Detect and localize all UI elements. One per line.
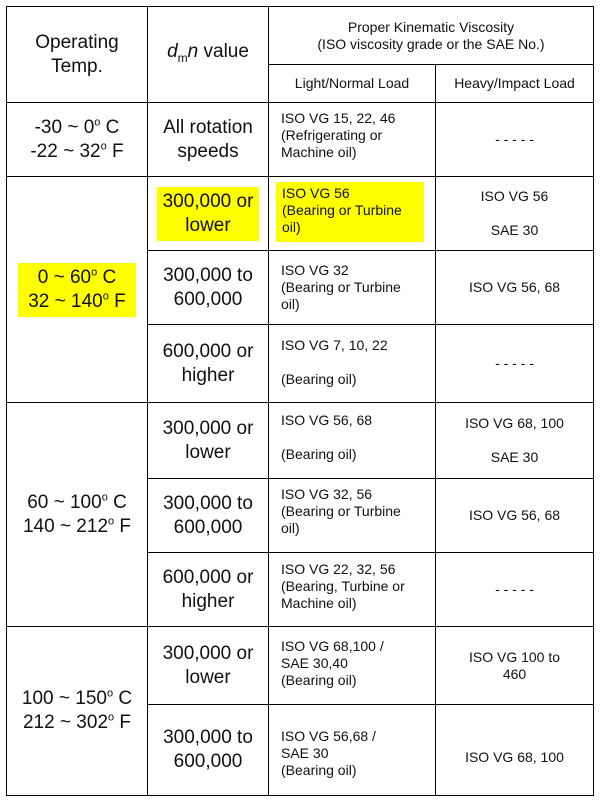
header-heavy-load bbox=[436, 65, 593, 102]
temp-fahrenheit: 212 ~ 302$^o$ F bbox=[22, 711, 132, 733]
light-load-cell: ISO VG 32, 56 (Bearing or Turbine oil) bbox=[281, 486, 401, 536]
dmn-n: n bbox=[187, 40, 199, 62]
heavy-load-cell: - - - - - bbox=[495, 131, 534, 147]
dmn-subscript: m bbox=[177, 50, 188, 65]
header-viscosity-line1: Proper Kinematic Viscosity bbox=[347, 18, 515, 35]
temp-fahrenheit: -22 ~ 32$^o$ F bbox=[30, 140, 124, 162]
light-load-cell: ISO VG 7, 10, 22 (Bearing oil) bbox=[281, 337, 388, 387]
heavy-load-cell: ISO VG 100 to 460 bbox=[468, 648, 561, 682]
header-operating-temp-line2: Temp. bbox=[51, 55, 103, 77]
temp-range-cell bbox=[7, 103, 147, 176]
light-load-cell: ISO VG 32 (Bearing or Turbine oil) bbox=[281, 262, 401, 312]
light-load-cell: ISO VG 68,100 / SAE 30,40 (Bearing oil) bbox=[281, 638, 384, 688]
temp-range-highlight bbox=[18, 263, 136, 317]
heavy-load-cell: ISO VG 56 SAE 30 bbox=[480, 188, 549, 238]
header-dmn-label bbox=[167, 40, 249, 70]
light-load-highlight: ISO VG 56 (Bearing or Turbine oil) bbox=[276, 182, 424, 242]
light-load-cell: ISO VG 56, 68 (Bearing oil) bbox=[281, 412, 373, 462]
dmn-value-highlight: 300,000 or lower bbox=[157, 187, 260, 241]
header-operating-temp-line1: Operating bbox=[35, 31, 119, 53]
header-light-load-label: Light/Normal Load bbox=[294, 75, 410, 91]
header-dmn-value bbox=[148, 7, 268, 102]
dmn-value-cell: 300,000 to 600,000 bbox=[163, 727, 253, 772]
light-load-cell: ISO VG 15, 22, 46 (Refrigerating or Machine oil) bbox=[281, 110, 396, 160]
light-load-cell: ISO VG 56,68 / SAE 30 (Bearing oil) bbox=[281, 728, 376, 778]
header-viscosity-line2: (ISO viscosity grade or the SAE No.) bbox=[317, 35, 545, 52]
heavy-load-cell: ISO VG 68, 100 SAE 30 bbox=[465, 415, 564, 465]
header-light-load bbox=[269, 65, 435, 102]
light-load-cell bbox=[276, 182, 424, 242]
header-operating-temp bbox=[7, 7, 147, 102]
temp-fahrenheit: 140 ~ 212$^o$ F bbox=[22, 515, 132, 537]
temp-celsius: 100 ~ 150$^o$ C bbox=[21, 687, 133, 709]
heavy-load-cell: - - - - - bbox=[495, 355, 534, 371]
temp-celsius: 60 ~ 100$^o$ C bbox=[27, 491, 127, 513]
dmn-value-cell bbox=[148, 177, 268, 250]
dmn-value-cell: 600,000 or higher bbox=[162, 566, 254, 612]
temp-range-cell bbox=[7, 627, 147, 795]
dmn-value-cell: All rotation speeds bbox=[163, 116, 253, 162]
dmn-value-cell: 600,000 or higher bbox=[162, 340, 254, 386]
dmn-rest: value bbox=[198, 40, 249, 62]
heavy-load-cell: ISO VG 68, 100 bbox=[465, 749, 564, 765]
heavy-load-cell: - - - - - bbox=[495, 581, 534, 597]
dmn-value-cell: 300,000 or lower bbox=[162, 417, 254, 463]
temp-range-cell bbox=[7, 403, 147, 626]
temp-range-cell bbox=[7, 177, 147, 402]
heavy-load-cell: ISO VG 56, 68 bbox=[468, 279, 561, 295]
heavy-load-cell: ISO VG 56, 68 bbox=[468, 507, 561, 523]
dmn-value-cell: 300,000 to 600,000 bbox=[163, 264, 253, 310]
temp-fahrenheit: 32 ~ 140$^o$ F bbox=[28, 290, 126, 312]
temp-celsius: -30 ~ 0$^o$ C bbox=[34, 116, 120, 138]
header-proper-viscosity bbox=[269, 7, 593, 64]
light-load-cell: ISO VG 22, 32, 56 (Bearing, Turbine or Machine oil) bbox=[281, 561, 405, 611]
header-heavy-load-label: Heavy/Impact Load bbox=[454, 75, 575, 91]
column-divider bbox=[268, 6, 269, 796]
dmn-value-cell: 300,000 to 600,000 bbox=[163, 492, 253, 538]
temp-celsius: 0 ~ 60$^o$ C bbox=[37, 266, 117, 288]
dmn-d: d bbox=[167, 40, 178, 62]
dmn-value-cell: 300,000 or lower bbox=[162, 642, 254, 688]
table-border-right bbox=[593, 6, 594, 796]
